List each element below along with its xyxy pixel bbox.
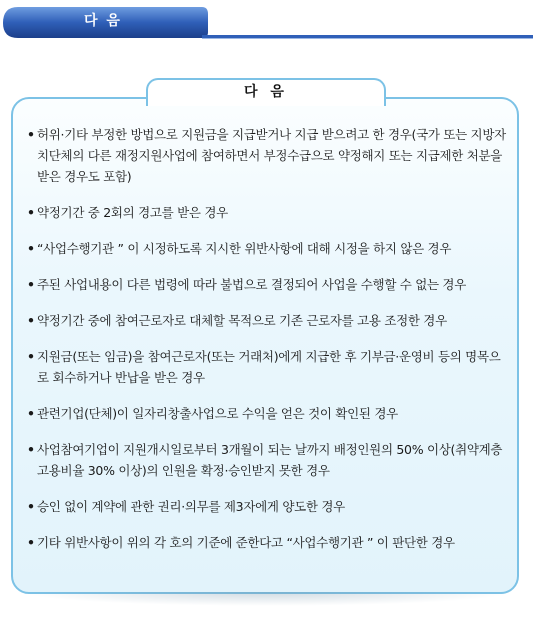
bullet: • [27,442,35,457]
list-item-text: 허위·기타 부정한 방법으로 지원금을 지급받거나 지급 받으려고 한 경우(국가 또는 지방자치단체의 다른 재정지원사업에 참여하면서 부정수급으로 약정해지 또는 지급제한 처분을 받은 경우도 포함) [37,127,506,184]
list-item-text: 약정기간 중에 참여근로자로 대체할 목적으로 기존 근로자를 고용 조정한 경우 [37,313,447,328]
list-item [27,124,507,187]
bullet: • [27,313,35,328]
bullet: • [27,127,35,142]
bullet: • [27,205,35,220]
list-item-text: 사업참여기업이 지원개시일로부터 3개월이 되는 날까지 배정인원의 50% 이상(취약계층 고용비율 30% 이상)의 인원을 확정·승인받지 못한 경우 [37,442,503,478]
list-item [27,202,507,223]
list-item-text: 주된 사업내용이 다른 법령에 따라 불법으로 결정되어 사업을 수행할 수 없는 경우 [37,277,466,292]
bullet: • [27,406,35,421]
list-item-text: 승인 없이 계약에 관한 권리·의무를 제3자에게 양도한 경우 [37,499,345,514]
list-item [27,274,507,295]
list-item [27,238,507,259]
list-item [27,403,507,424]
bullet: • [27,241,35,256]
list-item [27,310,507,331]
list-item [27,532,507,553]
header-title: 다 음 [84,13,122,29]
bullet: • [27,499,35,514]
condition-list [27,124,507,568]
list-item-text: “사업수행기관 ” 이 시정하도록 지시한 위반사항에 대해 시정을 하지 않은 경우 [37,241,452,256]
list-item-text: 약정기간 중 2회의 경고를 받은 경우 [37,205,228,220]
content-box-shadow [20,592,514,606]
list-item [27,496,507,517]
list-item-text: 관련기업(단체)이 일자리창출사업으로 수익을 얻은 것이 확인된 경우 [37,406,398,421]
bullet: • [27,535,35,550]
bullet: • [27,349,35,364]
list-item-text: 지원금(또는 임금)을 참여근로자(또는 거래처)에게 지급한 후 기부금·운영비 등의 명목으로 회수하거나 반납을 받은 경우 [37,349,501,385]
box-title: 다 음 [244,84,288,100]
list-item [27,346,507,388]
list-item-text: 기타 위반사항이 위의 각 호의 기준에 준한다고 “사업수행기관 ” 이 판단한 경우 [37,535,455,550]
list-item [27,439,507,481]
bullet: • [27,277,35,292]
